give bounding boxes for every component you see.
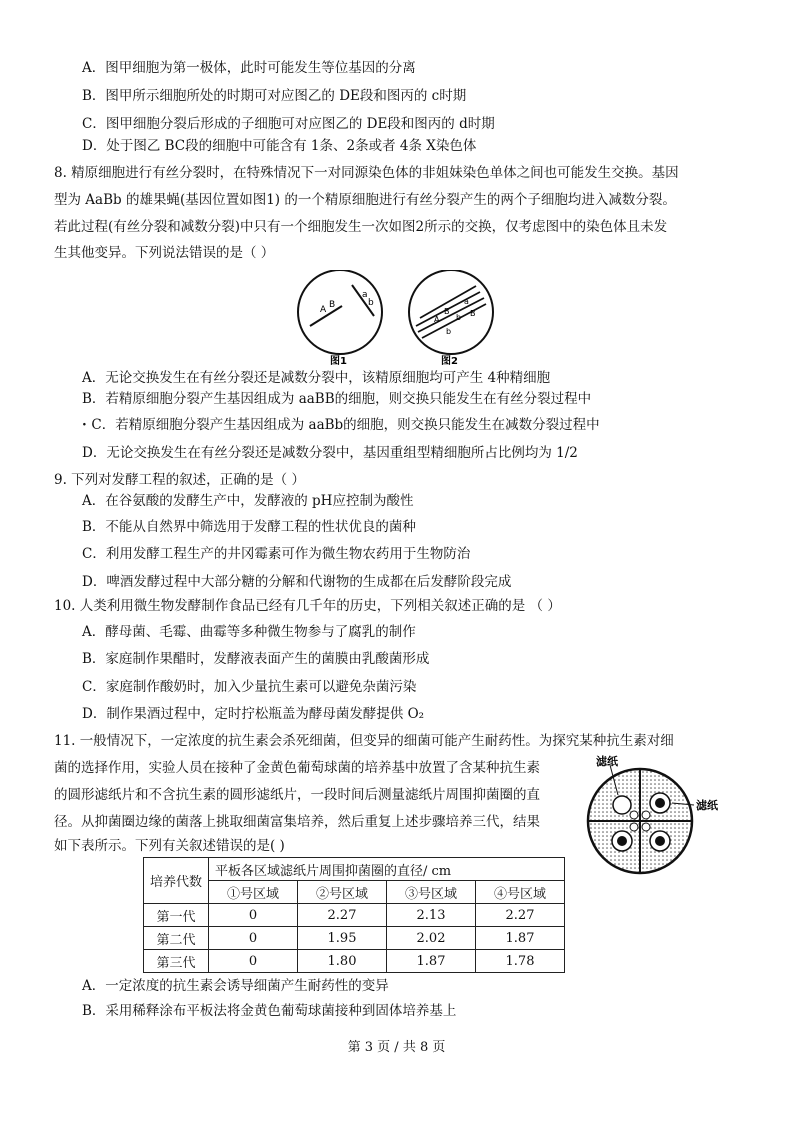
q8-option-d: D．无论交换发生在有丝分裂还是减数分裂中，基因重组型精细胞所占比例均为 1/2 xyxy=(82,445,578,461)
fig2-cell-circle xyxy=(409,270,493,354)
q9-option-d: D．啤酒发酵过程中大部分糖的分解和代谢物的生成都在后发酵阶段完成 xyxy=(82,574,512,590)
table-row xyxy=(144,950,565,973)
q9-option-b: B．不能从自然界中筛选用于发酵工程的性状优良的菌种 xyxy=(82,519,416,535)
table-cell: 2.02 xyxy=(387,927,476,950)
paper-disc-1 xyxy=(613,796,631,814)
table-cell: 1.87 xyxy=(387,950,476,973)
q8-stem-line2: 型为 AaBb 的雄果蝇(基因位置如图1) 的一个精原细胞进行有丝分裂产生的两个子细胞均进入减数分裂。 xyxy=(54,192,676,208)
q11-option-b: B．采用稀释涂布平板法将金黄色葡萄球菌接种到固体培养基上 xyxy=(82,1003,457,1019)
q8-stem-line3: 若此过程(有丝分裂和减数分裂)中只有一个细胞发生一次如图2所示的交换，仅考虑图中的染色体且未发 xyxy=(54,219,668,235)
header-region-3: ③号区域 xyxy=(387,881,476,904)
q8-stem-line1: 8. 精原细胞进行有丝分裂时，在特殊情况下一对同源染色体的非姐妹染色单体之间也可能发生交换。基因 xyxy=(54,165,679,181)
q8-figures xyxy=(296,270,496,366)
q10-option-a: A．酵母菌、毛霉、曲霉等多种微生物参与了腐乳的制作 xyxy=(82,624,416,640)
svg-text:a: a xyxy=(464,297,469,306)
fig1-cell-circle xyxy=(298,270,382,354)
q7-option-a: A．图甲细胞为第一极体，此时可能发生等位基因的分离 xyxy=(82,60,416,76)
label-filter-paper-top: 滤纸 xyxy=(596,755,618,768)
fig2-chromatid-4 xyxy=(422,304,486,338)
header-region-4: ④号区域 xyxy=(476,881,565,904)
q11-option-a: A．一定浓度的抗生素会诱导细菌产生耐药性的变异 xyxy=(82,978,389,994)
fig1-gene-label-b2: b xyxy=(368,298,374,308)
table-cell: 2.13 xyxy=(387,904,476,927)
q10-option-c: C．家庭制作酸奶时，加入少量抗生素可以避免杂菌污染 xyxy=(82,679,417,695)
header-generation: 培养代数 xyxy=(144,858,209,904)
q11-stem-line3: 的圆形滤纸片和不含抗生素的圆形滤纸片，一段时间后测量滤纸片周围抑菌圈的直 xyxy=(54,787,540,803)
svg-text:b: b xyxy=(456,313,462,322)
q10-stem: 10. 人类利用微生物发酵制作食品已经有几千年的历史，下列相关叙述正确的是 （ ） xyxy=(54,598,561,614)
chromosome-diagrams xyxy=(296,270,496,366)
svg-text:A: A xyxy=(434,315,440,324)
header-region-2: ②号区域 xyxy=(298,881,387,904)
paper-disc-2 xyxy=(655,798,665,808)
q11-stem-line4: 径。从抑菌圈边缘的菌落上挑取细菌富集培养，然后重复上述步骤培养三代，结果 xyxy=(54,814,540,830)
header-diameter: 平板各区域滤纸片周围抑菌圈的直径/ cm xyxy=(209,858,565,881)
table-cell: 1.87 xyxy=(476,927,565,950)
q11-stem-line5: 如下表所示。下列有关叙述错误的是( ) xyxy=(54,838,285,854)
svg-text:b: b xyxy=(446,327,452,336)
q8-stem-line4: 生其他变异。下列说法错误的是（ ） xyxy=(54,245,275,261)
q9-option-c: C．利用发酵工程生产的井冈霉素可作为微生物农药用于生物防治 xyxy=(82,546,471,562)
table-cell: 0 xyxy=(209,904,298,927)
q11-stem-line2: 菌的选择作用，实验人员在接种了金黄色葡萄球菌的培养基中放置了含某种抗生素 xyxy=(54,760,540,776)
row-label: 第二代 xyxy=(144,927,209,950)
q9-stem: 9. 下列对发酵工程的叙述，正确的是（ ） xyxy=(54,472,305,488)
paper-disc-4 xyxy=(655,836,665,846)
table-cell: 1.78 xyxy=(476,950,565,973)
q10-option-d: D．制作果酒过程中，定时拧松瓶盖为酵母菌发酵提供 O₂ xyxy=(82,706,425,722)
svg-text:B: B xyxy=(444,307,450,316)
q8-option-c: · C．若精原细胞分裂产生基因组成为 aaBb的细胞，则交换只能发生在减数分裂过程中 xyxy=(82,417,600,433)
table-cell: 0 xyxy=(209,950,298,973)
header-region-1: ①号区域 xyxy=(209,881,298,904)
fig1-gene-label-a: A xyxy=(320,305,327,315)
table-row xyxy=(144,927,565,950)
q11-stem-line1: 11. 一般情况下，一定浓度的抗生素会杀死细菌，但变异的细菌可能产生耐药性。为探究某种抗生素对细 xyxy=(54,733,674,749)
fig1-gene-label-a2: a xyxy=(362,290,368,300)
page-footer: 第 3 页 / 共 8 页 xyxy=(347,1040,446,1055)
q8-option-a: A．无论交换发生在有丝分裂还是减数分裂中，该精原细胞均可产生 4种精细胞 xyxy=(82,370,551,386)
table-cell: 0 xyxy=(209,927,298,950)
fig1-gene-label-b: B xyxy=(329,300,336,310)
label-filter-paper-right: 滤纸 xyxy=(696,799,718,812)
bullet-dot: · xyxy=(82,417,92,433)
q8-option-b: B．若精原细胞分裂产生基因组成为 aaBB的细胞，则交换只能发生在有丝分裂过程中 xyxy=(82,391,592,407)
svg-text:B: B xyxy=(470,309,476,318)
petri-dish-diagram xyxy=(582,755,772,875)
row-label: 第一代 xyxy=(144,904,209,927)
q7-option-b: B．图甲所示细胞所处的时期可对应图乙的 DE段和图丙的 c时期 xyxy=(82,88,467,104)
q9-option-a: A．在谷氨酸的发酵生产中，发酵液的 pH应控制为酸性 xyxy=(82,493,414,509)
paper-disc-3 xyxy=(617,836,627,846)
fig2-caption: 图2 xyxy=(441,356,458,366)
q10-option-b: B．家庭制作果醋时，发酵液表面产生的菌膜由乳酸菌形成 xyxy=(82,651,430,667)
q7-option-d: D．处于图乙 BC段的细胞中可能含有 1条、2条或者 4条 X染色体 xyxy=(82,138,477,154)
row-label: 第三代 xyxy=(144,950,209,973)
results-table xyxy=(143,857,565,973)
petri-dish-figure xyxy=(582,755,772,875)
table-row xyxy=(144,904,565,927)
table-cell: 1.80 xyxy=(298,950,387,973)
table-cell: 2.27 xyxy=(298,904,387,927)
table-cell: 2.27 xyxy=(476,904,565,927)
table-cell: 1.95 xyxy=(298,927,387,950)
q7-option-c: C．图甲细胞分裂后形成的子细胞可对应图乙的 DE段和图丙的 d时期 xyxy=(82,116,495,132)
fig1-caption: 图1 xyxy=(330,356,347,366)
